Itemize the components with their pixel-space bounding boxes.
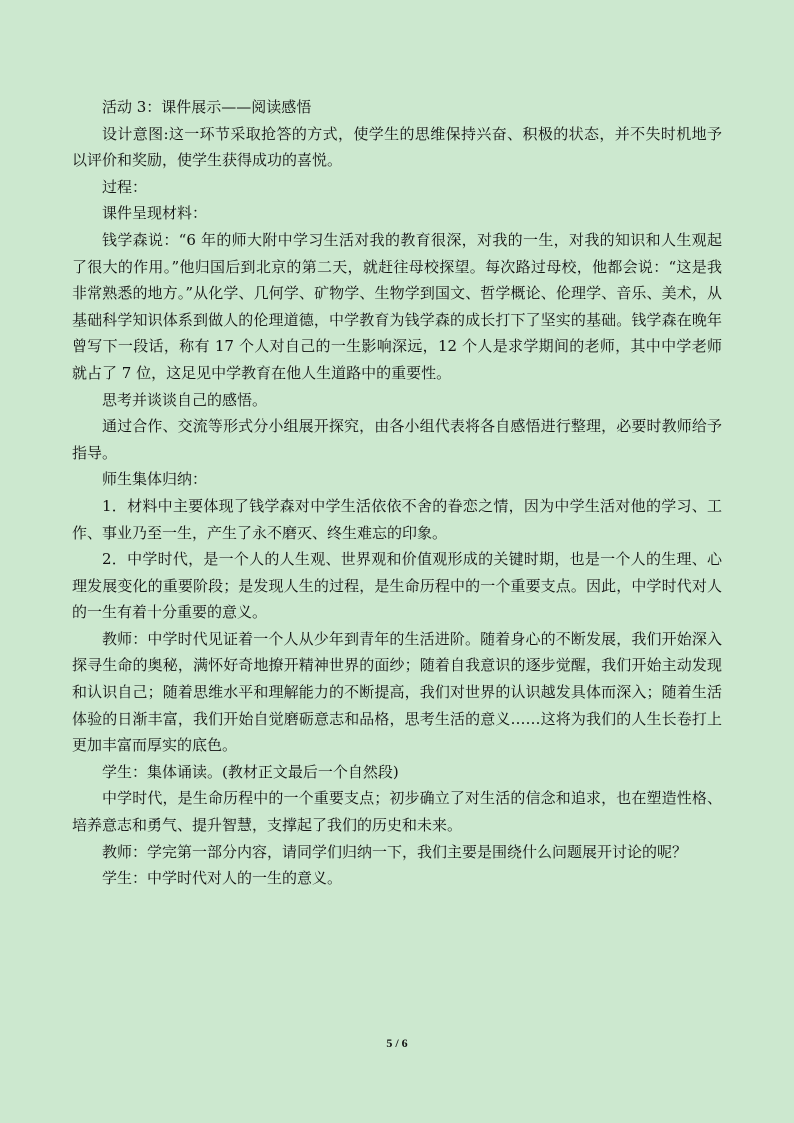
courseware-material-label: 课件呈现材料： [102,204,208,223]
summary-point-2: 2．中学时代，是一个人的人生观、世界观和价值观形成的关键时期，也是一个人的生理、心理发展变化的重要阶段；是发现人生的过程，是生命历程中的一个重要支点。因此，中学时代对人的一生有着十分重要的意义。 [72,550,722,622]
student-reading-line: 学生：集体诵读。(教材正文最后一个自然段) [102,762,399,781]
summary-point-1: 1．材料中主要体现了钱学森对中学生活依依不舍的眷恋之情，因为中学生活对他的学习、工作、事业乃至一生，产生了永不磨灭、终生难忘的印象。 [72,496,722,542]
qian-xuesen-material-paragraph: 钱学森说：“6 年的师大附中学习生活对我的教育很深，对我的一生，对我的知识和人生观起了很大的作用。”他归国后到北京的第二天，就赶往母校探望。每次路过母校，他都会说：“这是我非常熟悉的地方。”从化学、几何学、矿物学、生物学到国文、哲学概论、伦理学、音乐、美术，从基础科学知识体系到做人的伦理道德，中学教育为钱学森的成长打下了坚实的基础。钱学森在晚年曾写下一段话，称有 17 个人对自己的一生影响深远，12 个人是求学期间的老师，其中中学老师就占了 7 位，这足见中学教育在他人生道路中的重要性。 [72,230,722,382]
document-body [72,94,722,892]
student-answer-line: 学生：中学时代对人的一生的意义。 [102,869,343,888]
activity-heading: 活动 3：课件展示——阅读感悟 [102,98,312,116]
page-number: 5 / 6 [386,1036,408,1050]
teacher-question-paragraph: 教师：学完第一部分内容，请同学们归纳一下，我们主要是围绕什么问题展开讨论的呢？ [102,842,688,861]
teacher-remarks-paragraph: 教师：中学时代见证着一个人从少年到青年的生活进阶。随着身心的不断发展，我们开始深入探寻生命的奥秘，满怀好奇地撩开精神世界的面纱；随着自我意识的逐步觉醒，我们开始主动发现和认识自己；随着思维水平和理解能力的不断提高，我们对世界的认识越发具体而深入；随着生活体验的日渐丰富，我们开始自觉磨砺意志和品格，思考生活的意义……这将为我们的人生长卷打上更加丰富而厚实的底色。 [72,629,722,755]
group-inquiry-paragraph: 通过合作、交流等形式分小组展开探究，由各小组代表将各自感悟进行整理，必要时教师给予指导。 [72,417,722,462]
process-label: 过程： [102,177,148,196]
textbook-quote-paragraph: 中学时代，是生命历程中的一个重要支点；初步确立了对生活的信念和追求，也在塑造性格、培养意志和勇气、提升智慧，支撑起了我们的历史和未来。 [72,789,722,835]
summary-label: 师生集体归纳： [102,470,208,489]
design-intent-paragraph: 设计意图:这一环节采取抢答的方式，使学生的思维保持兴奋、积极的状态，并不失时机地予以评价和奖励，使学生获得成功的喜悦。 [72,124,722,170]
reflection-prompt: 思考并谈谈自己的感悟。 [102,390,268,409]
